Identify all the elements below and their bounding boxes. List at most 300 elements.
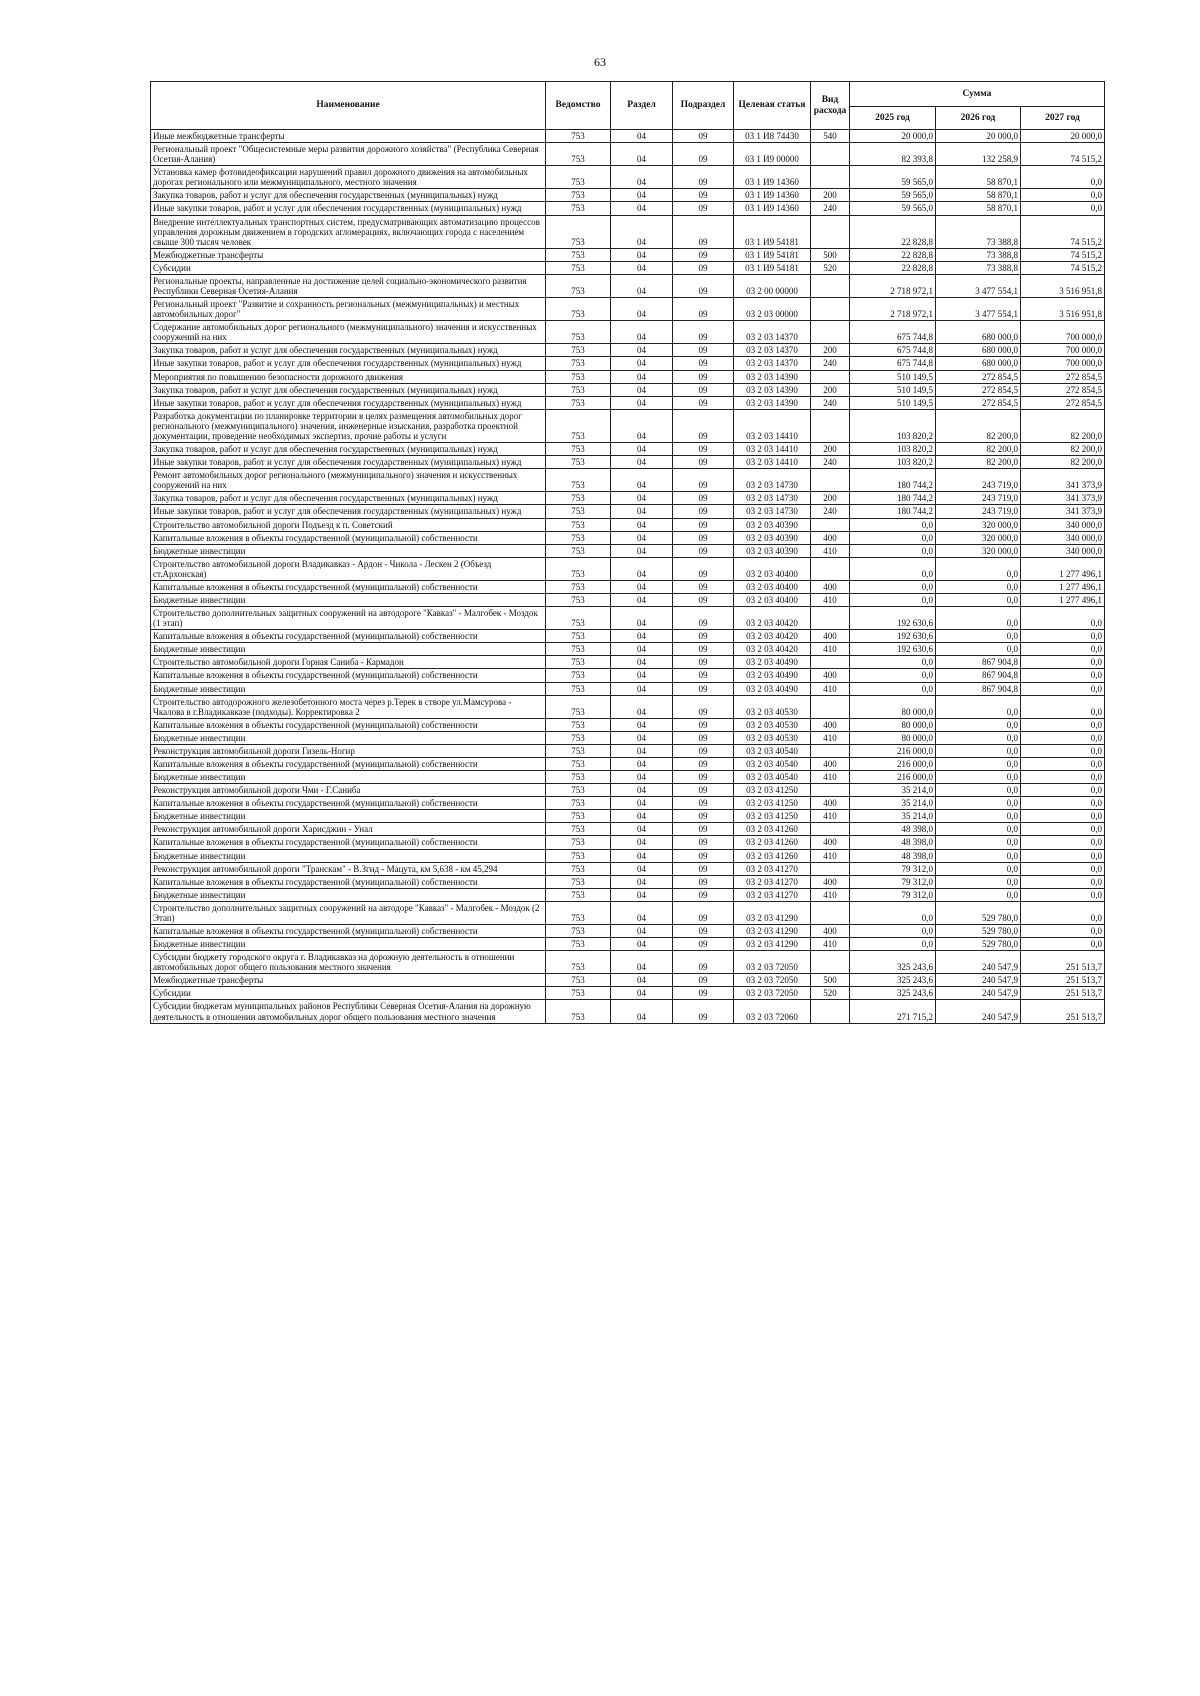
cell-2025: 0,0 [850, 593, 936, 606]
cell-section: 04 [611, 974, 673, 987]
cell-dept: 753 [546, 580, 611, 593]
table-row [151, 823, 1105, 836]
cell-dept: 753 [546, 593, 611, 606]
cell-article: 03 2 03 41290 [734, 938, 811, 951]
cell-dept: 753 [546, 888, 611, 901]
header-section: Раздел [611, 82, 673, 130]
cell-2025: 510 149,5 [850, 370, 936, 383]
cell-2025: 48 398,0 [850, 849, 936, 862]
cell-2027: 0,0 [1021, 810, 1105, 823]
table-row [151, 357, 1105, 370]
cell-dept: 753 [546, 344, 611, 357]
cell-subsection: 09 [673, 370, 734, 383]
cell-article: 03 2 03 41250 [734, 810, 811, 823]
table-row [151, 1000, 1105, 1023]
cell-dept: 753 [546, 925, 611, 938]
cell-name: Бюджетные инвестиции [151, 849, 546, 862]
cell-expense-type [811, 557, 850, 580]
cell-dept: 753 [546, 469, 611, 492]
table-row [151, 456, 1105, 469]
cell-section: 04 [611, 274, 673, 297]
cell-name: Реконструкция автомобильной дороги Гизель-Ногир [151, 744, 546, 757]
header-subsection: Подраздел [673, 82, 734, 130]
table-row [151, 797, 1105, 810]
cell-2027: 0,0 [1021, 757, 1105, 770]
cell-article: 03 2 03 41270 [734, 888, 811, 901]
cell-expense-type: 410 [811, 643, 850, 656]
cell-2025: 80 000,0 [850, 718, 936, 731]
cell-expense-type: 410 [811, 888, 850, 901]
table-row [151, 344, 1105, 357]
cell-2025: 0,0 [850, 938, 936, 951]
cell-article: 03 2 03 14370 [734, 357, 811, 370]
table-row [151, 987, 1105, 1000]
cell-expense-type: 410 [811, 593, 850, 606]
cell-2027: 251 513,7 [1021, 1000, 1105, 1023]
header-name: Наименование [151, 82, 546, 130]
cell-section: 04 [611, 248, 673, 261]
header-dept: Ведомство [546, 82, 611, 130]
cell-section: 04 [611, 669, 673, 682]
cell-article: 03 2 03 40490 [734, 682, 811, 695]
cell-subsection: 09 [673, 731, 734, 744]
cell-article: 03 2 03 41260 [734, 849, 811, 862]
cell-2026: 680 000,0 [936, 321, 1021, 344]
cell-2025: 2 718 972,1 [850, 298, 936, 321]
cell-article: 03 2 03 41270 [734, 862, 811, 875]
cell-section: 04 [611, 630, 673, 643]
cell-dept: 753 [546, 396, 611, 409]
cell-2027: 82 200,0 [1021, 409, 1105, 442]
cell-name: Региональный проект "Развитие и сохранность региональных (межмуниципальных) и местных автомобильных дорог" [151, 298, 546, 321]
cell-article: 03 2 03 14730 [734, 492, 811, 505]
table-row [151, 836, 1105, 849]
cell-name: Бюджетные инвестиции [151, 643, 546, 656]
cell-2025: 22 828,8 [850, 248, 936, 261]
table-row [151, 695, 1105, 718]
cell-section: 04 [611, 607, 673, 630]
cell-expense-type: 240 [811, 202, 850, 215]
cell-article: 03 2 03 40400 [734, 557, 811, 580]
cell-2026: 0,0 [936, 695, 1021, 718]
cell-dept: 753 [546, 557, 611, 580]
cell-subsection: 09 [673, 443, 734, 456]
cell-section: 04 [611, 656, 673, 669]
cell-subsection: 09 [673, 938, 734, 951]
cell-2025: 216 000,0 [850, 744, 936, 757]
cell-article: 03 1 И9 00000 [734, 143, 811, 166]
cell-expense-type [811, 744, 850, 757]
cell-article: 03 2 03 14410 [734, 409, 811, 442]
cell-2027: 0,0 [1021, 682, 1105, 695]
cell-name: Субсидии [151, 987, 546, 1000]
cell-2026: 73 388,8 [936, 215, 1021, 248]
cell-dept: 753 [546, 849, 611, 862]
cell-2025: 216 000,0 [850, 757, 936, 770]
cell-subsection: 09 [673, 202, 734, 215]
cell-dept: 753 [546, 810, 611, 823]
cell-2027: 0,0 [1021, 849, 1105, 862]
table-row [151, 544, 1105, 557]
cell-2025: 80 000,0 [850, 695, 936, 718]
cell-article: 03 1 И9 14360 [734, 202, 811, 215]
cell-article: 03 2 03 40400 [734, 580, 811, 593]
cell-expense-type: 200 [811, 492, 850, 505]
cell-name: Бюджетные инвестиции [151, 682, 546, 695]
cell-2025: 0,0 [850, 544, 936, 557]
cell-2025: 80 000,0 [850, 731, 936, 744]
cell-2027: 340 000,0 [1021, 544, 1105, 557]
cell-2027: 0,0 [1021, 202, 1105, 215]
cell-subsection: 09 [673, 544, 734, 557]
cell-expense-type: 410 [811, 938, 850, 951]
cell-subsection: 09 [673, 1000, 734, 1023]
cell-2026: 320 000,0 [936, 531, 1021, 544]
cell-name: Межбюджетные трансферты [151, 248, 546, 261]
cell-expense-type [811, 951, 850, 974]
cell-subsection: 09 [673, 143, 734, 166]
cell-2026: 0,0 [936, 718, 1021, 731]
cell-subsection: 09 [673, 643, 734, 656]
cell-dept: 753 [546, 669, 611, 682]
cell-name: Ремонт автомобильных дорог регионального (межмуниципального) значения и искусственных сооружений на них [151, 469, 546, 492]
cell-section: 04 [611, 731, 673, 744]
cell-2026: 0,0 [936, 862, 1021, 875]
cell-2026: 132 258,9 [936, 143, 1021, 166]
cell-dept: 753 [546, 695, 611, 718]
cell-name: Иные межбюджетные трансферты [151, 130, 546, 143]
cell-section: 04 [611, 643, 673, 656]
cell-dept: 753 [546, 607, 611, 630]
cell-expense-type: 540 [811, 130, 850, 143]
cell-2026: 0,0 [936, 607, 1021, 630]
cell-subsection: 09 [673, 862, 734, 875]
cell-section: 04 [611, 987, 673, 1000]
cell-2025: 59 565,0 [850, 189, 936, 202]
table-row [151, 202, 1105, 215]
cell-expense-type: 410 [811, 731, 850, 744]
table-row [151, 518, 1105, 531]
cell-subsection: 09 [673, 823, 734, 836]
cell-name: Бюджетные инвестиции [151, 810, 546, 823]
cell-dept: 753 [546, 987, 611, 1000]
table-row [151, 669, 1105, 682]
cell-2027: 20 000,0 [1021, 130, 1105, 143]
cell-subsection: 09 [673, 757, 734, 770]
cell-2026: 240 547,9 [936, 987, 1021, 1000]
cell-name: Капитальные вложения в объекты государственной (муниципальной) собственности [151, 669, 546, 682]
cell-2026: 240 547,9 [936, 1000, 1021, 1023]
cell-article: 03 2 03 40400 [734, 593, 811, 606]
table-row [151, 593, 1105, 606]
cell-article: 03 2 03 40390 [734, 531, 811, 544]
cell-2027: 0,0 [1021, 836, 1105, 849]
cell-2025: 510 149,5 [850, 383, 936, 396]
cell-subsection: 09 [673, 974, 734, 987]
table-row [151, 298, 1105, 321]
cell-2027: 251 513,7 [1021, 987, 1105, 1000]
cell-2027: 0,0 [1021, 643, 1105, 656]
cell-article: 03 1 И9 14360 [734, 166, 811, 189]
cell-expense-type: 410 [811, 849, 850, 862]
cell-2027: 340 000,0 [1021, 518, 1105, 531]
table-row [151, 888, 1105, 901]
cell-2027: 1 277 496,1 [1021, 557, 1105, 580]
cell-2026: 243 719,0 [936, 505, 1021, 518]
cell-2027: 340 000,0 [1021, 531, 1105, 544]
cell-2025: 0,0 [850, 682, 936, 695]
cell-section: 04 [611, 836, 673, 849]
cell-article: 03 2 03 40530 [734, 718, 811, 731]
cell-2025: 59 565,0 [850, 166, 936, 189]
cell-expense-type [811, 321, 850, 344]
cell-dept: 753 [546, 544, 611, 557]
cell-dept: 753 [546, 875, 611, 888]
cell-section: 04 [611, 718, 673, 731]
cell-subsection: 09 [673, 166, 734, 189]
cell-expense-type [811, 784, 850, 797]
cell-2026: 529 780,0 [936, 938, 1021, 951]
cell-section: 04 [611, 810, 673, 823]
cell-2025: 192 630,6 [850, 630, 936, 643]
cell-subsection: 09 [673, 298, 734, 321]
cell-expense-type: 410 [811, 771, 850, 784]
cell-2025: 79 312,0 [850, 875, 936, 888]
cell-article: 03 2 03 72050 [734, 974, 811, 987]
cell-2025: 0,0 [850, 531, 936, 544]
table-row [151, 656, 1105, 669]
cell-expense-type [811, 1000, 850, 1023]
cell-article: 03 2 03 72050 [734, 987, 811, 1000]
cell-article: 03 2 03 40540 [734, 771, 811, 784]
cell-2027: 0,0 [1021, 607, 1105, 630]
cell-section: 04 [611, 298, 673, 321]
cell-section: 04 [611, 951, 673, 974]
cell-2027: 0,0 [1021, 797, 1105, 810]
table-row [151, 557, 1105, 580]
cell-article: 03 2 03 14410 [734, 443, 811, 456]
table-row [151, 718, 1105, 731]
cell-subsection: 09 [673, 607, 734, 630]
table-row [151, 409, 1105, 442]
cell-2026: 73 388,8 [936, 261, 1021, 274]
cell-2027: 0,0 [1021, 771, 1105, 784]
header-article: Целевая статья [734, 82, 811, 130]
table-row [151, 810, 1105, 823]
cell-expense-type: 520 [811, 987, 850, 1000]
cell-expense-type: 400 [811, 875, 850, 888]
cell-2027: 0,0 [1021, 669, 1105, 682]
cell-expense-type [811, 409, 850, 442]
cell-name: Капитальные вложения в объекты государственной (муниципальной) собственности [151, 797, 546, 810]
cell-2027: 0,0 [1021, 630, 1105, 643]
cell-2026: 272 854,5 [936, 383, 1021, 396]
table-row [151, 274, 1105, 297]
table-row [151, 215, 1105, 248]
cell-subsection: 09 [673, 695, 734, 718]
cell-subsection: 09 [673, 274, 734, 297]
cell-2027: 341 373,9 [1021, 492, 1105, 505]
cell-expense-type: 400 [811, 531, 850, 544]
cell-dept: 753 [546, 409, 611, 442]
cell-article: 03 2 03 41270 [734, 875, 811, 888]
cell-subsection: 09 [673, 557, 734, 580]
cell-2027: 1 277 496,1 [1021, 580, 1105, 593]
cell-expense-type: 410 [811, 682, 850, 695]
cell-name: Иные закупки товаров, работ и услуг для обеспечения государственных (муниципальных) нужд [151, 456, 546, 469]
cell-2025: 0,0 [850, 656, 936, 669]
cell-name: Строительство автомобильной дороги Владикавказ - Ардон - Чикола - Лескен 2 (Объезд ст.Архонская) [151, 557, 546, 580]
cell-subsection: 09 [673, 718, 734, 731]
cell-name: Закупка товаров, работ и услуг для обеспечения государственных (муниципальных) нужд [151, 383, 546, 396]
cell-subsection: 09 [673, 630, 734, 643]
cell-name: Региональный проект "Общесистемные меры развития дорожного хозяйства" (Республика Северная Осетия-Алания) [151, 143, 546, 166]
cell-article: 03 2 03 40490 [734, 656, 811, 669]
cell-section: 04 [611, 901, 673, 924]
cell-name: Капитальные вложения в объекты государственной (муниципальной) собственности [151, 718, 546, 731]
cell-2027: 0,0 [1021, 731, 1105, 744]
cell-2027: 700 000,0 [1021, 321, 1105, 344]
cell-expense-type: 200 [811, 383, 850, 396]
cell-expense-type [811, 862, 850, 875]
cell-2027: 700 000,0 [1021, 344, 1105, 357]
cell-name: Строительство автомобильной дороги Подъезд к п. Советский [151, 518, 546, 531]
cell-article: 03 2 03 40540 [734, 757, 811, 770]
cell-dept: 753 [546, 321, 611, 344]
cell-subsection: 09 [673, 836, 734, 849]
cell-subsection: 09 [673, 409, 734, 442]
table-row [151, 901, 1105, 924]
cell-2025: 82 393,8 [850, 143, 936, 166]
cell-2026: 0,0 [936, 731, 1021, 744]
cell-2025: 35 214,0 [850, 810, 936, 823]
cell-2027: 0,0 [1021, 718, 1105, 731]
cell-dept: 753 [546, 823, 611, 836]
table-row [151, 731, 1105, 744]
table-row [151, 925, 1105, 938]
cell-2027: 0,0 [1021, 656, 1105, 669]
cell-2027: 341 373,9 [1021, 505, 1105, 518]
table-row [151, 974, 1105, 987]
cell-article: 03 1 И9 54181 [734, 215, 811, 248]
cell-expense-type [811, 143, 850, 166]
cell-2025: 510 149,5 [850, 396, 936, 409]
cell-2027: 272 854,5 [1021, 370, 1105, 383]
cell-2026: 82 200,0 [936, 456, 1021, 469]
cell-2025: 180 744,2 [850, 492, 936, 505]
cell-2025: 35 214,0 [850, 784, 936, 797]
cell-expense-type: 400 [811, 718, 850, 731]
cell-name: Иные закупки товаров, работ и услуг для обеспечения государственных (муниципальных) нужд [151, 357, 546, 370]
cell-dept: 753 [546, 130, 611, 143]
cell-dept: 753 [546, 202, 611, 215]
cell-2026: 272 854,5 [936, 370, 1021, 383]
cell-2026: 867 904,8 [936, 682, 1021, 695]
cell-2027: 272 854,5 [1021, 383, 1105, 396]
cell-name: Установка камер фотовидеофиксации нарушений правил дорожного движения на автомобильных дорогах регионального или межмуниципального, местного значения [151, 166, 546, 189]
cell-section: 04 [611, 744, 673, 757]
cell-article: 03 2 03 41250 [734, 797, 811, 810]
cell-section: 04 [611, 469, 673, 492]
cell-subsection: 09 [673, 682, 734, 695]
cell-name: Строительство дополнительных защитных сооружений на автодоре "Кавказ" - Малгобек - Моздок (2 Этап) [151, 901, 546, 924]
cell-2026: 680 000,0 [936, 357, 1021, 370]
cell-name: Содержание автомобильных дорог регионального (межмуниципального) значения и искусственных сооружений на них [151, 321, 546, 344]
cell-name: Капитальные вложения в объекты государственной (муниципальной) собственности [151, 757, 546, 770]
cell-article: 03 2 03 40540 [734, 744, 811, 757]
cell-expense-type [811, 215, 850, 248]
table-row [151, 396, 1105, 409]
cell-subsection: 09 [673, 396, 734, 409]
cell-2025: 2 718 972,1 [850, 274, 936, 297]
cell-2025: 0,0 [850, 580, 936, 593]
cell-name: Закупка товаров, работ и услуг для обеспечения государственных (муниципальных) нужд [151, 492, 546, 505]
cell-dept: 753 [546, 901, 611, 924]
cell-2026: 0,0 [936, 643, 1021, 656]
cell-2027: 82 200,0 [1021, 443, 1105, 456]
cell-dept: 753 [546, 744, 611, 757]
cell-subsection: 09 [673, 810, 734, 823]
cell-section: 04 [611, 888, 673, 901]
table-row [151, 849, 1105, 862]
cell-section: 04 [611, 784, 673, 797]
cell-name: Бюджетные инвестиции [151, 544, 546, 557]
table-row [151, 469, 1105, 492]
cell-article: 03 2 03 41250 [734, 784, 811, 797]
cell-expense-type [811, 166, 850, 189]
cell-article: 03 2 03 40390 [734, 518, 811, 531]
cell-2025: 35 214,0 [850, 797, 936, 810]
cell-name: Разработка документации по планировке территории в целях размещения автомобильных дорог регионального (межмуниципального) значения, инженерные изыскания, разработка проектной документации, проведение необходимых экспертиз, прочие работы и услуги [151, 409, 546, 442]
cell-subsection: 09 [673, 518, 734, 531]
cell-section: 04 [611, 593, 673, 606]
cell-name: Мероприятия по повышению безопасности дорожного движения [151, 370, 546, 383]
cell-subsection: 09 [673, 669, 734, 682]
cell-subsection: 09 [673, 215, 734, 248]
cell-dept: 753 [546, 248, 611, 261]
cell-subsection: 09 [673, 849, 734, 862]
cell-2026: 320 000,0 [936, 544, 1021, 557]
cell-article: 03 2 03 72050 [734, 951, 811, 974]
cell-2026: 243 719,0 [936, 469, 1021, 492]
cell-2027: 0,0 [1021, 166, 1105, 189]
cell-2026: 867 904,8 [936, 656, 1021, 669]
table-row [151, 492, 1105, 505]
cell-2027: 0,0 [1021, 938, 1105, 951]
cell-subsection: 09 [673, 580, 734, 593]
cell-name: Иные закупки товаров, работ и услуг для обеспечения государственных (муниципальных) нужд [151, 505, 546, 518]
cell-2026: 3 477 554,1 [936, 274, 1021, 297]
cell-section: 04 [611, 409, 673, 442]
cell-subsection: 09 [673, 469, 734, 492]
cell-expense-type [811, 823, 850, 836]
cell-dept: 753 [546, 492, 611, 505]
cell-article: 03 2 03 00000 [734, 298, 811, 321]
cell-name: Реконструкция автомобильной дороги Харисджин - Унал [151, 823, 546, 836]
cell-subsection: 09 [673, 784, 734, 797]
cell-article: 03 2 03 14390 [734, 396, 811, 409]
cell-expense-type: 240 [811, 396, 850, 409]
cell-name: Реконструкция автомобильной дороги Чми - Г.Саниба [151, 784, 546, 797]
cell-2027: 0,0 [1021, 875, 1105, 888]
cell-2025: 48 398,0 [850, 836, 936, 849]
cell-article: 03 1 И9 54181 [734, 248, 811, 261]
cell-subsection: 09 [673, 492, 734, 505]
cell-article: 03 1 И9 14360 [734, 189, 811, 202]
cell-2027: 82 200,0 [1021, 456, 1105, 469]
cell-dept: 753 [546, 443, 611, 456]
cell-expense-type [811, 518, 850, 531]
